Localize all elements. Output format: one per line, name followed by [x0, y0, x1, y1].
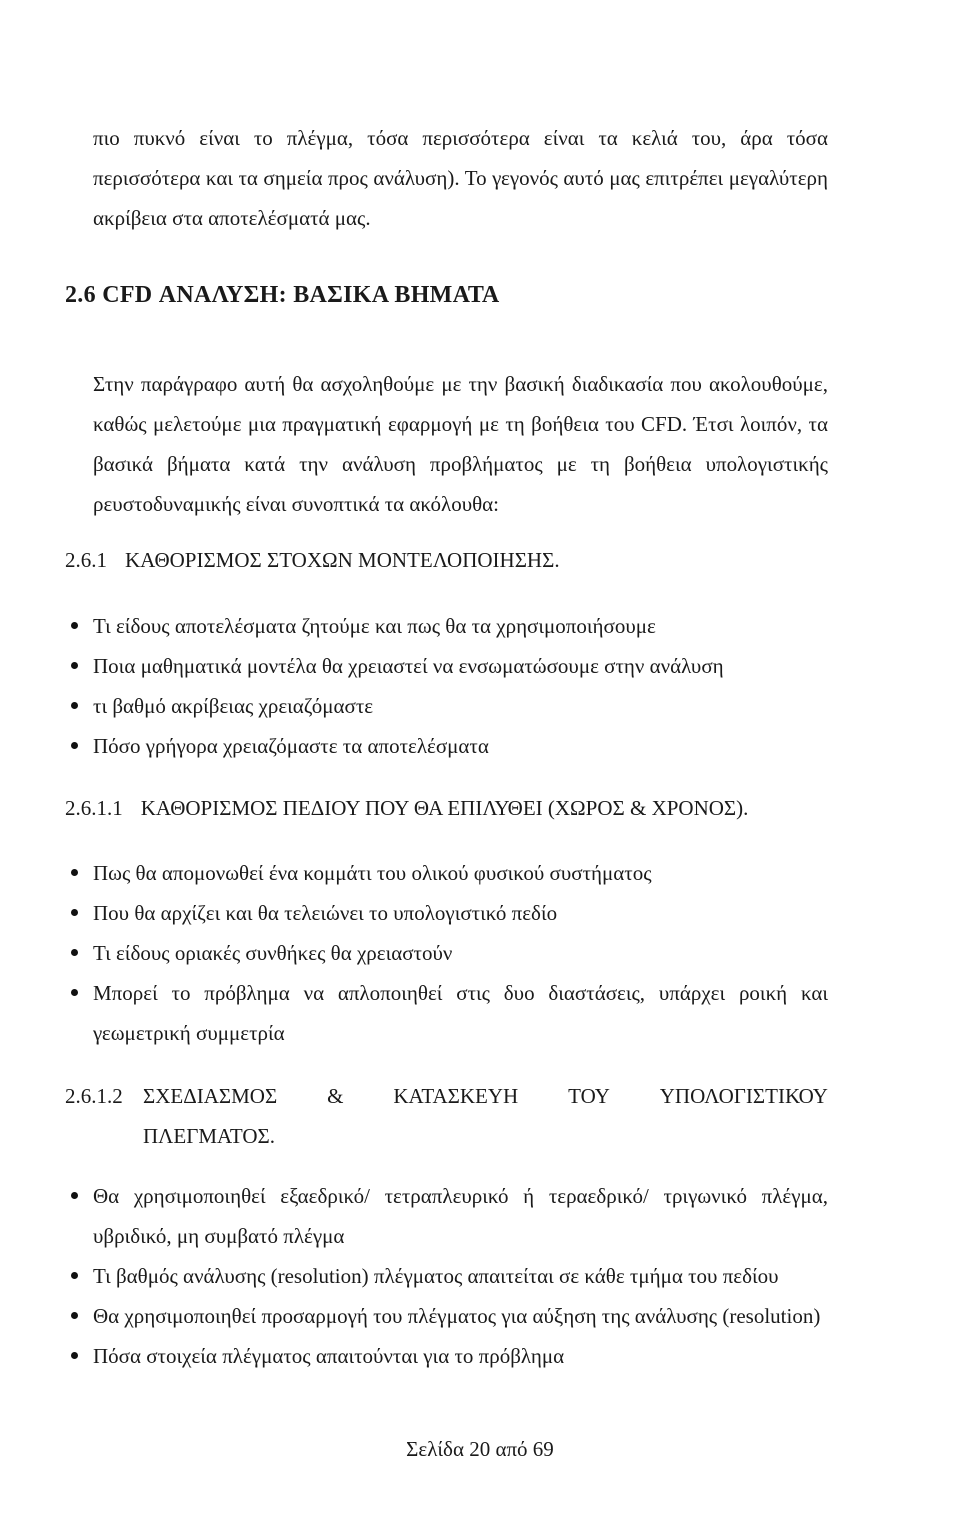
bullet-list-modeling-goals: [65, 606, 828, 766]
bullet-list-mesh: [65, 1176, 828, 1376]
list-item: τι βαθμό ακρίβειας χρειαζόμαστε: [65, 686, 828, 726]
subsection-heading-2-6-1-2: [65, 1076, 828, 1156]
list-item: Τι είδους αποτελέσματα ζητούμε και πως θα τα χρησιμοποιήσουμε: [65, 606, 828, 646]
document-page: [65, 0, 828, 1538]
page-number-footer: Σελίδα 20 από 69: [406, 1437, 554, 1461]
list-item: Που θα αρχίζει και θα τελειώνει το υπολογιστικό πεδίο: [65, 893, 828, 933]
bullet-icon: [71, 1272, 78, 1279]
bullet-icon: [71, 1192, 78, 1199]
bullet-list-domain: [65, 853, 828, 1053]
bullet-icon: [71, 949, 78, 956]
bullet-icon: [71, 622, 78, 629]
subsection-title-line-2: ΠΛΕΓΜΑΤΟΣ.: [143, 1124, 275, 1148]
bullet-icon: [71, 1312, 78, 1319]
subsection-title: [143, 1076, 828, 1156]
bullet-icon: [71, 909, 78, 916]
subsection-number: 2.6.1.2: [65, 1084, 123, 1108]
list-item: Θα χρησιμοποιηθεί προσαρμογή του πλέγματος για αύξηση της ανάλυσης (resolution): [65, 1296, 828, 1336]
list-item: Πόσο γρήγορα χρειαζόμαστε τα αποτελέσματα: [65, 726, 828, 766]
subsection-number: 2.6.1.1: [65, 796, 123, 820]
bullet-icon: [71, 1352, 78, 1359]
subsection-title: ΚΑΘΟΡΙΣΜΟΣ ΣΤΟΧΩΝ ΜΟΝΤΕΛΟΠΟΙΗΣΗΣ.: [125, 548, 560, 572]
subsection-number: 2.6.1: [65, 548, 107, 572]
bullet-icon: [71, 989, 78, 996]
bullet-icon: [71, 869, 78, 876]
subsection-title-line-1: ΣΧΕΔΙΑΣΜΟΣ & ΚΑΤΑΣΚΕΥΗ ΤΟΥ ΥΠΟΛΟΓΙΣΤΙΚΟΥ: [143, 1084, 828, 1108]
subsection-title: ΚΑΘΟΡΙΣΜΟΣ ΠΕΔΙΟΥ ΠΟΥ ΘΑ ΕΠΙΛΥΘΕΙ (ΧΩΡΟΣ & ΧΡΟΝΟΣ).: [140, 796, 749, 820]
list-item: Πόσα στοιχεία πλέγματος απαιτούνται για το πρόβλημα: [65, 1336, 828, 1376]
section-body-paragraph: Στην παράγραφο αυτή θα ασχοληθούμε με την βασική διαδικασία που ακολουθούμε, καθώς μελετούμε μια πραγματική εφαρμογή με τη βοήθεια του CFD. Έτσι λοιπόν, τα βασικά βήματα κατά την ανάλυση προβλήματος με τη βοήθεια υπολογιστικής ρευστοδυναμικής είναι συνοπτικά τα ακόλουθα:: [93, 372, 828, 516]
list-item: Μπορεί το πρόβλημα να απλοποιηθεί στις δυο διαστάσεις, υπάρχει ροική και γεωμετρική συμμετρία: [65, 973, 828, 1053]
subsection-heading-2-6-1-1: [65, 796, 748, 821]
bullet-icon: [71, 742, 78, 749]
bullet-icon: [71, 702, 78, 709]
intro-paragraph: πιο πυκνό είναι το πλέγμα, τόσα περισσότερα είναι τα κελιά του, άρα τόσα περισσότερα και τα σημεία προς ανάλυση). Το γεγονός αυτό μας επιτρέπει μεγαλύτερη ακρίβεια στα αποτελέσματά μας.: [93, 126, 828, 230]
subsection-heading-2-6-1: [65, 548, 560, 573]
bullet-icon: [71, 662, 78, 669]
list-item: Πως θα απομονωθεί ένα κομμάτι του ολικού φυσικού συστήματος: [65, 853, 828, 893]
list-item: Τι βαθμός ανάλυσης (resolution) πλέγματος απαιτείται σε κάθε τμήμα του πεδίου: [65, 1256, 828, 1296]
section-heading: 2.6 CFD ΑΝΑΛΥΣΗ: ΒΑΣΙΚΑ ΒΗΜΑΤΑ: [65, 282, 500, 308]
list-item: Τι είδους οριακές συνθήκες θα χρειαστούν: [65, 933, 828, 973]
list-item: Θα χρησιμοποιηθεί εξαεδρικό/ τετραπλευρικό ή τεραεδρικό/ τριγωνικό πλέγμα, υβριδικό, μη συμβατό πλέγμα: [65, 1176, 828, 1256]
list-item: Ποια μαθηματικά μοντέλα θα χρειαστεί να ενσωματώσουμε στην ανάλυση: [65, 646, 828, 686]
